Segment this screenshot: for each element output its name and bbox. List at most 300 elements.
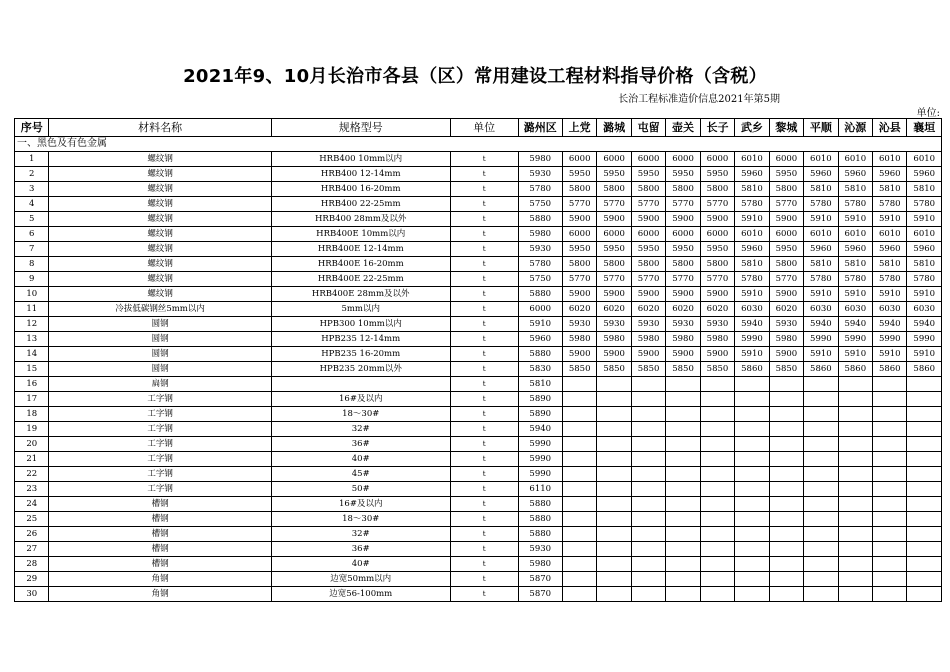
price-cell (873, 497, 907, 512)
table-row (15, 587, 942, 602)
price-cell: 5770 (631, 197, 665, 212)
price-cell (873, 572, 907, 587)
material-name: 工字钢 (49, 437, 271, 452)
price-cell: 5980 (666, 332, 700, 347)
unit-cell: t (450, 332, 518, 347)
price-cell (769, 452, 803, 467)
spec-model: HRB400E 16-20mm (271, 257, 450, 272)
price-cell (700, 557, 734, 572)
price-cell (700, 392, 734, 407)
material-name: 角钢 (49, 587, 271, 602)
unit-cell: t (450, 467, 518, 482)
price-cell (562, 512, 596, 527)
price-cell: 5780 (907, 197, 942, 212)
price-cell (631, 422, 665, 437)
price-cell (804, 452, 838, 467)
price-cell (804, 557, 838, 572)
price-cell (562, 572, 596, 587)
price-cell (666, 497, 700, 512)
price-cell: 5810 (907, 257, 942, 272)
price-cell: 5800 (597, 257, 631, 272)
price-cell (838, 557, 872, 572)
table-row (15, 392, 942, 407)
price-cell: 5980 (700, 332, 734, 347)
col-header-region: 上党 (562, 119, 596, 137)
price-cell: 5770 (666, 272, 700, 287)
price-cell (838, 512, 872, 527)
price-cell: 6000 (562, 227, 596, 242)
price-cell (631, 407, 665, 422)
table-row (15, 242, 942, 257)
col-header-no: 序号 (15, 119, 49, 137)
price-cell (873, 452, 907, 467)
price-cell: 5800 (700, 257, 734, 272)
price-cell (735, 557, 769, 572)
price-cell: 5950 (666, 167, 700, 182)
price-cell (631, 467, 665, 482)
price-cell: 5990 (873, 332, 907, 347)
price-cell: 5930 (631, 317, 665, 332)
material-name: 工字钢 (49, 467, 271, 482)
price-cell (597, 527, 631, 542)
price-cell: 5800 (666, 182, 700, 197)
spec-model: 40# (271, 452, 450, 467)
table-row (15, 557, 942, 572)
unit-cell: t (450, 272, 518, 287)
price-cell (700, 512, 734, 527)
price-cell: 5910 (873, 347, 907, 362)
row-number: 24 (15, 497, 49, 512)
unit-cell: t (450, 212, 518, 227)
price-cell: 5860 (735, 362, 769, 377)
price-cell: 5950 (597, 167, 631, 182)
unit-cell: t (450, 452, 518, 467)
price-cell (907, 467, 942, 482)
price-cell: 5800 (597, 182, 631, 197)
price-cell (666, 452, 700, 467)
price-cell: 5800 (769, 257, 803, 272)
spec-model: HRB400 10mm以内 (271, 152, 450, 167)
price-cell (562, 407, 596, 422)
price-cell (838, 422, 872, 437)
price-cell (907, 437, 942, 452)
unit-cell: t (450, 152, 518, 167)
price-cell: 5880 (518, 347, 562, 362)
col-header-region: 沁县 (873, 119, 907, 137)
row-number: 16 (15, 377, 49, 392)
spec-model: 32# (271, 527, 450, 542)
price-cell (838, 452, 872, 467)
price-cell (562, 392, 596, 407)
col-header-spec: 规格型号 (271, 119, 450, 137)
col-header-name: 材料名称 (49, 119, 271, 137)
spec-model: HPB235 12-14mm (271, 332, 450, 347)
material-name: 圆钢 (49, 347, 271, 362)
price-cell (907, 377, 942, 392)
price-cell (804, 497, 838, 512)
price-cell: 5830 (518, 362, 562, 377)
price-cell (873, 407, 907, 422)
price-cell (907, 587, 942, 602)
price-cell: 6010 (838, 152, 872, 167)
price-cell: 5780 (804, 197, 838, 212)
row-number: 10 (15, 287, 49, 302)
price-cell (735, 542, 769, 557)
material-name: 圆钢 (49, 332, 271, 347)
table-row (15, 437, 942, 452)
table-row (15, 422, 942, 437)
price-cell (838, 482, 872, 497)
price-cell: 5860 (838, 362, 872, 377)
price-cell (666, 437, 700, 452)
row-number: 26 (15, 527, 49, 542)
category-row (15, 137, 942, 152)
price-cell (700, 482, 734, 497)
material-name: 螺纹钢 (49, 167, 271, 182)
price-cell: 5910 (518, 317, 562, 332)
price-cell: 5990 (518, 437, 562, 452)
price-cell: 5860 (907, 362, 942, 377)
unit-cell: t (450, 587, 518, 602)
price-cell (597, 572, 631, 587)
spec-model: 16#及以内 (271, 497, 450, 512)
price-cell (562, 527, 596, 542)
row-number: 27 (15, 542, 49, 557)
price-cell: 5940 (735, 317, 769, 332)
price-cell (735, 437, 769, 452)
price-cell: 6020 (769, 302, 803, 317)
spec-model: 边宽50mm以内 (271, 572, 450, 587)
price-cell (769, 557, 803, 572)
price-cell (666, 572, 700, 587)
price-cell: 5940 (518, 422, 562, 437)
price-cell (597, 467, 631, 482)
price-cell (597, 377, 631, 392)
price-cell (631, 557, 665, 572)
spec-model: HPB235 20mm以外 (271, 362, 450, 377)
price-cell: 5900 (562, 347, 596, 362)
price-cell (907, 557, 942, 572)
price-cell (838, 407, 872, 422)
price-cell: 5900 (700, 287, 734, 302)
price-cell (597, 542, 631, 557)
price-cell: 5770 (769, 272, 803, 287)
price-cell (597, 407, 631, 422)
price-cell: 5910 (907, 347, 942, 362)
price-cell (804, 377, 838, 392)
price-cell: 5800 (562, 257, 596, 272)
price-cell (907, 482, 942, 497)
price-cell (562, 542, 596, 557)
price-cell (769, 587, 803, 602)
price-cell: 5780 (735, 197, 769, 212)
price-cell: 6010 (873, 152, 907, 167)
col-header-unit: 单位 (450, 119, 518, 137)
spec-model: 5mm以内 (271, 302, 450, 317)
price-cell (666, 377, 700, 392)
spec-model (271, 377, 450, 392)
row-number: 4 (15, 197, 49, 212)
price-cell: 5900 (666, 347, 700, 362)
price-cell (700, 422, 734, 437)
price-cell: 5910 (907, 212, 942, 227)
price-cell: 5910 (873, 287, 907, 302)
price-cell: 5780 (838, 272, 872, 287)
price-cell: 5910 (838, 212, 872, 227)
price-cell: 5770 (666, 197, 700, 212)
price-cell: 5800 (631, 257, 665, 272)
price-cell: 6000 (666, 152, 700, 167)
price-cell: 5880 (518, 527, 562, 542)
col-header-region: 沁源 (838, 119, 872, 137)
price-cell: 5990 (518, 467, 562, 482)
price-cell: 6010 (907, 227, 942, 242)
unit-note: 单位: (916, 108, 940, 119)
price-cell: 5930 (518, 542, 562, 557)
price-cell (907, 512, 942, 527)
price-cell: 5910 (907, 287, 942, 302)
price-cell (804, 512, 838, 527)
price-cell: 5890 (518, 392, 562, 407)
table-row (15, 482, 942, 497)
price-cell (735, 572, 769, 587)
price-cell: 5900 (769, 212, 803, 227)
price-cell (700, 497, 734, 512)
price-cell (873, 482, 907, 497)
material-name: 槽钢 (49, 542, 271, 557)
price-cell: 5960 (838, 167, 872, 182)
material-name: 圆钢 (49, 362, 271, 377)
row-number: 21 (15, 452, 49, 467)
unit-cell: t (450, 167, 518, 182)
price-cell: 5950 (700, 167, 734, 182)
unit-cell: t (450, 527, 518, 542)
row-number: 19 (15, 422, 49, 437)
price-cell: 6010 (735, 152, 769, 167)
price-cell (838, 377, 872, 392)
unit-cell: t (450, 257, 518, 272)
price-cell: 5960 (735, 167, 769, 182)
price-cell (666, 587, 700, 602)
material-name: 螺纹钢 (49, 182, 271, 197)
price-cell: 5950 (562, 242, 596, 257)
row-number: 1 (15, 152, 49, 167)
price-cell: 5770 (700, 197, 734, 212)
row-number: 12 (15, 317, 49, 332)
spec-model: HRB400 22-25mm (271, 197, 450, 212)
spec-model: 18～30# (271, 512, 450, 527)
price-cell (700, 467, 734, 482)
price-cell: 5990 (735, 332, 769, 347)
price-cell: 6000 (700, 227, 734, 242)
material-name: 槽钢 (49, 557, 271, 572)
price-cell (907, 392, 942, 407)
unit-cell: t (450, 227, 518, 242)
price-cell (666, 542, 700, 557)
unit-cell: t (450, 407, 518, 422)
price-cell: 6000 (769, 227, 803, 242)
price-cell: 5930 (700, 317, 734, 332)
price-cell: 5960 (518, 332, 562, 347)
price-cell: 5900 (597, 212, 631, 227)
price-cell (597, 437, 631, 452)
price-cell (700, 587, 734, 602)
price-cell: 5940 (838, 317, 872, 332)
price-cell (631, 452, 665, 467)
price-cell (666, 482, 700, 497)
material-name: 螺纹钢 (49, 197, 271, 212)
price-cell: 5950 (769, 167, 803, 182)
price-cell: 5850 (666, 362, 700, 377)
price-cell: 5960 (873, 167, 907, 182)
price-cell (597, 557, 631, 572)
material-name: 工字钢 (49, 407, 271, 422)
spec-model: 40# (271, 557, 450, 572)
price-cell: 5810 (735, 257, 769, 272)
price-cell (735, 482, 769, 497)
price-cell (562, 377, 596, 392)
price-cell (838, 542, 872, 557)
price-cell: 5900 (700, 347, 734, 362)
spec-model: 36# (271, 542, 450, 557)
price-cell: 5950 (631, 167, 665, 182)
price-cell: 5910 (735, 287, 769, 302)
price-cell (873, 377, 907, 392)
row-number: 11 (15, 302, 49, 317)
row-number: 13 (15, 332, 49, 347)
price-cell: 5900 (631, 287, 665, 302)
material-name: 螺纹钢 (49, 152, 271, 167)
price-cell: 5870 (518, 572, 562, 587)
table-row (15, 197, 942, 212)
price-cell: 5800 (666, 257, 700, 272)
row-number: 23 (15, 482, 49, 497)
price-cell: 5810 (735, 182, 769, 197)
price-cell: 5880 (518, 512, 562, 527)
price-cell: 5880 (518, 287, 562, 302)
price-cell: 5910 (838, 287, 872, 302)
price-cell: 5910 (838, 347, 872, 362)
price-cell: 6020 (597, 302, 631, 317)
price-cell: 6010 (838, 227, 872, 242)
material-name: 槽钢 (49, 497, 271, 512)
row-number: 3 (15, 182, 49, 197)
spec-model: HRB400E 10mm以内 (271, 227, 450, 242)
price-cell: 5900 (769, 347, 803, 362)
price-cell (804, 437, 838, 452)
spec-model: HRB400 28mm及以外 (271, 212, 450, 227)
price-cell: 6010 (873, 227, 907, 242)
price-cell (769, 512, 803, 527)
price-cell: 5900 (597, 287, 631, 302)
price-cell (597, 482, 631, 497)
price-cell: 5900 (562, 212, 596, 227)
price-cell: 5930 (518, 242, 562, 257)
unit-cell: t (450, 197, 518, 212)
price-cell (838, 572, 872, 587)
price-cell: 5900 (631, 347, 665, 362)
price-cell: 5780 (838, 197, 872, 212)
table-row (15, 407, 942, 422)
spec-model: HPB300 10mm以内 (271, 317, 450, 332)
price-cell (769, 377, 803, 392)
price-cell: 6000 (631, 227, 665, 242)
price-cell (735, 377, 769, 392)
unit-cell: t (450, 242, 518, 257)
spec-model: HRB400E 28mm及以外 (271, 287, 450, 302)
material-name: 扁钢 (49, 377, 271, 392)
col-header-region: 平顺 (804, 119, 838, 137)
price-cell: 5960 (735, 242, 769, 257)
material-name: 螺纹钢 (49, 212, 271, 227)
price-cell: 6010 (735, 227, 769, 242)
table-row (15, 542, 942, 557)
price-cell (769, 572, 803, 587)
price-cell: 5910 (804, 287, 838, 302)
table-row (15, 167, 942, 182)
unit-cell: t (450, 287, 518, 302)
row-number: 18 (15, 407, 49, 422)
price-cell: 6030 (838, 302, 872, 317)
price-cell (873, 542, 907, 557)
price-cell: 5980 (597, 332, 631, 347)
price-cell: 5930 (597, 317, 631, 332)
price-cell (700, 452, 734, 467)
price-cell (735, 422, 769, 437)
price-cell: 6020 (666, 302, 700, 317)
price-cell (769, 542, 803, 557)
price-cell (838, 467, 872, 482)
price-cell: 5890 (518, 407, 562, 422)
material-name: 工字钢 (49, 482, 271, 497)
price-cell (666, 527, 700, 542)
unit-cell: t (450, 362, 518, 377)
col-header-region: 黎城 (769, 119, 803, 137)
price-cell (562, 467, 596, 482)
price-cell: 5990 (804, 332, 838, 347)
price-cell: 5900 (562, 287, 596, 302)
unit-cell: t (450, 422, 518, 437)
price-cell (873, 587, 907, 602)
price-cell: 5810 (838, 182, 872, 197)
price-cell: 5980 (518, 227, 562, 242)
price-cell (804, 587, 838, 602)
price-cell: 5960 (907, 242, 942, 257)
material-name: 螺纹钢 (49, 272, 271, 287)
price-cell (735, 467, 769, 482)
price-cell: 5850 (631, 362, 665, 377)
price-cell: 5980 (518, 152, 562, 167)
spec-model: 50# (271, 482, 450, 497)
price-cell: 5880 (518, 497, 562, 512)
price-cell: 5940 (907, 317, 942, 332)
price-cell: 5810 (518, 377, 562, 392)
price-cell: 5990 (518, 452, 562, 467)
spec-model: 36# (271, 437, 450, 452)
price-cell: 5780 (907, 272, 942, 287)
price-cell: 5900 (666, 287, 700, 302)
spec-model: HRB400E 22-25mm (271, 272, 450, 287)
col-header-region: 屯留 (631, 119, 665, 137)
price-cell: 5940 (804, 317, 838, 332)
price-cell: 6000 (518, 302, 562, 317)
price-cell (597, 497, 631, 512)
table-row (15, 362, 942, 377)
price-cell: 5810 (873, 182, 907, 197)
price-cell: 5940 (873, 317, 907, 332)
price-cell (666, 422, 700, 437)
price-cell: 5850 (769, 362, 803, 377)
